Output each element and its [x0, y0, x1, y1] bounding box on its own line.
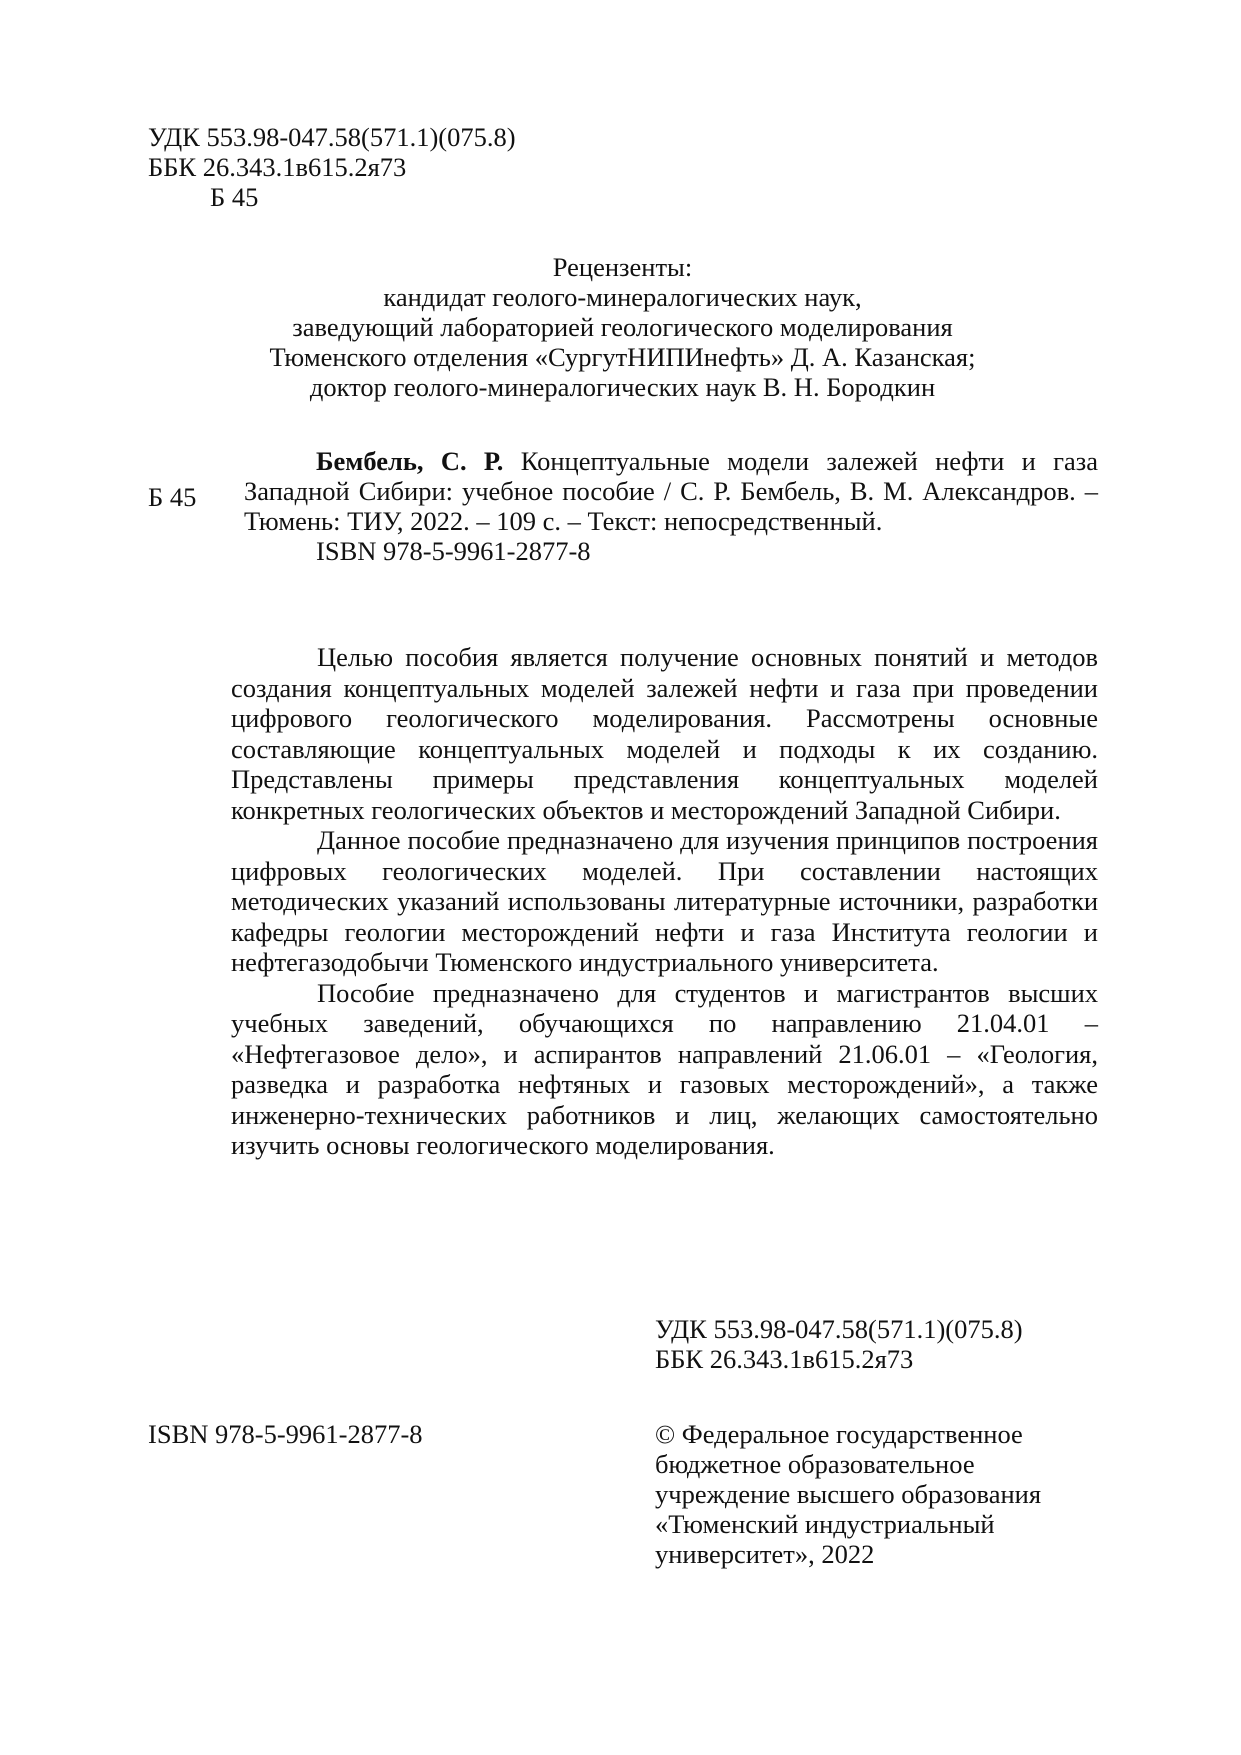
copyright-line: «Тюменский индустриальный — [655, 1509, 995, 1539]
reviewer-line: заведующий лабораторией геологического моделирования — [292, 312, 953, 342]
copyright-line: учреждение высшего образования — [655, 1479, 1042, 1509]
author-mark: Б 45 — [210, 182, 259, 212]
biblio-author: Бембель, С. Р. — [316, 446, 504, 476]
reviewer-line: Тюменского отделения «СургутНИПИнефть» Д. А. Казанская; — [269, 342, 976, 372]
reviewer-line: кандидат геолого-минералогических наук, — [383, 282, 862, 312]
biblio-isbn: ISBN 978-5-9961-2877-8 — [316, 536, 591, 566]
bibliographic-record — [244, 446, 1098, 566]
annotation-paragraph: Пособие предназначено для студентов и магистрантов высших учебных заведений, обучающихся по направлению 21.04.01 – «Нефтегазовое дело», и аспирантов направлений 21.06.01 – «Геология, разведка и разработка нефтяных и газовых месторождений», а также инженерно-технических работников и лиц, желающих самостоятельно изучить основы геологического моделирования. — [231, 977, 1098, 1160]
annotation-paragraph: Целью пособия является получение основных понятий и методов создания концептуальных моделей залежей нефти и газа при проведении цифрового геологического моделирования. Рассмотрены основные составляющие концептуальных моделей и подходы к их созданию. Представлены примеры представления концептуальных моделей конкретных геологических объектов и месторождений Западной Сибири. — [231, 642, 1098, 825]
top-classification-codes — [148, 122, 516, 212]
copyright-line: университет», 2022 — [655, 1539, 875, 1569]
footer-udk-code: УДК 553.98-047.58(571.1)(075.8) — [655, 1314, 1023, 1344]
annotation-paragraph: Данное пособие предназначено для изучения принципов построения цифровых геологических моделей. При составлении настоящих методических указаний использованы литературные источники, разработки кафедры геологии месторождений нефти и газа Института геологии и нефтегазодобычи Тюменского индустриального университета. — [231, 825, 1098, 977]
biblio-text: Концептуальные модели залежей нефти и газа Западной Сибири: учебное пособие / С. Р. Бембель, В. М. Александров. – Тюмень: ТИУ, 2022. – 109 с. – Текст: непосредственный. — [244, 446, 1098, 536]
bottom-classification-codes — [655, 1314, 1023, 1374]
bbk-code: ББК 26.343.1в615.2я73 — [148, 152, 407, 182]
footer-isbn: ISBN 978-5-9961-2877-8 — [148, 1419, 423, 1449]
udk-code: УДК 553.98-047.58(571.1)(075.8) — [148, 122, 516, 152]
reviewers-block — [210, 252, 1035, 402]
copyright-block — [655, 1419, 1041, 1569]
reviewer-line: доктор геолого-минералогических наук В. Н. Бородкин — [309, 372, 936, 402]
reviewers-title: Рецензенты: — [552, 252, 693, 282]
biblio-author-mark: Б 45 — [148, 482, 197, 512]
copyright-line: бюджетное образовательное — [655, 1449, 975, 1479]
copyright-line: © Федеральное государственное — [655, 1419, 1023, 1449]
footer-bbk-code: ББК 26.343.1в615.2я73 — [655, 1344, 914, 1374]
annotation — [231, 642, 1098, 1161]
biblio-description — [244, 446, 1098, 536]
